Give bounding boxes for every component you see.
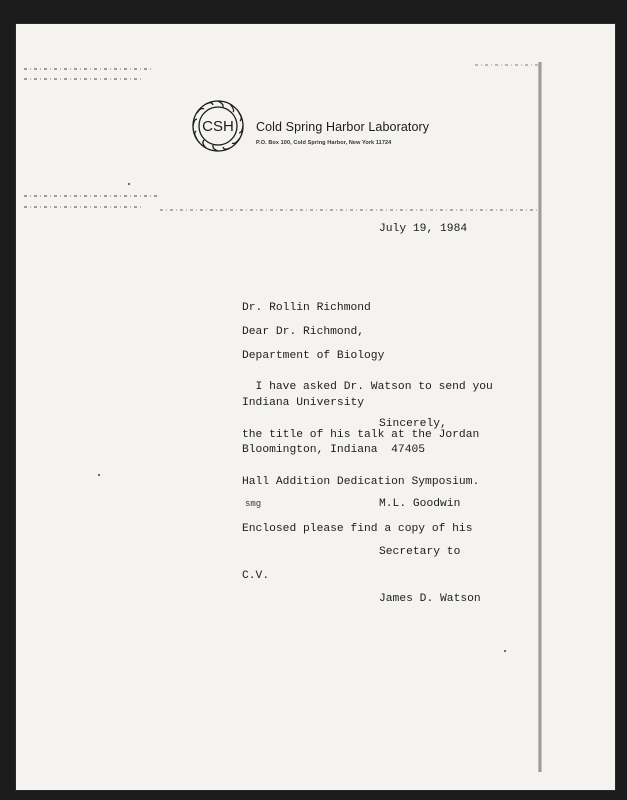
closing: Sincerely, [379, 418, 447, 430]
page-edge-shadow [538, 62, 542, 772]
csh-logo [190, 98, 246, 154]
dust-speck [504, 650, 506, 652]
recipient-name: Dr. Rollin Richmond [242, 302, 371, 315]
signer-title: Secretary to [379, 545, 461, 558]
copy-streak [160, 209, 540, 211]
dust-speck [98, 474, 100, 476]
recipient-department: Department of Biology [242, 349, 385, 362]
signature-block [379, 466, 481, 623]
dust-speck [128, 183, 130, 185]
logo-text: CSH [202, 118, 234, 135]
body-line: the title of his talk at the Jordan [242, 428, 480, 441]
signer-name: M.L. Goodwin [379, 498, 461, 511]
recipient-institution: Indiana University [242, 396, 365, 409]
recipient-city: Bloomington, Indiana 47405 [242, 443, 426, 456]
copy-streak [475, 64, 540, 66]
typist-initials: smg [245, 499, 262, 509]
body-line: C.V. [242, 569, 270, 582]
salutation: Dear Dr. Richmond, [242, 326, 365, 338]
organization-address: P.O. Box 100, Cold Spring Harbor, New York 11724 [256, 140, 392, 146]
copy-streak [24, 78, 144, 80]
signer-principal: James D. Watson [379, 592, 481, 605]
copy-streak [24, 68, 154, 70]
body-line: I have asked Dr. Watson to send you [242, 381, 493, 394]
letter-date: July 19, 1984 [379, 223, 468, 235]
copy-streak [24, 206, 144, 208]
body-line: Hall Addition Dedication Symposium. [242, 475, 480, 488]
copy-streak [24, 195, 160, 197]
organization-name: Cold Spring Harbor Laboratory [256, 120, 430, 134]
body-line: Enclosed please find a copy of his [242, 522, 473, 535]
